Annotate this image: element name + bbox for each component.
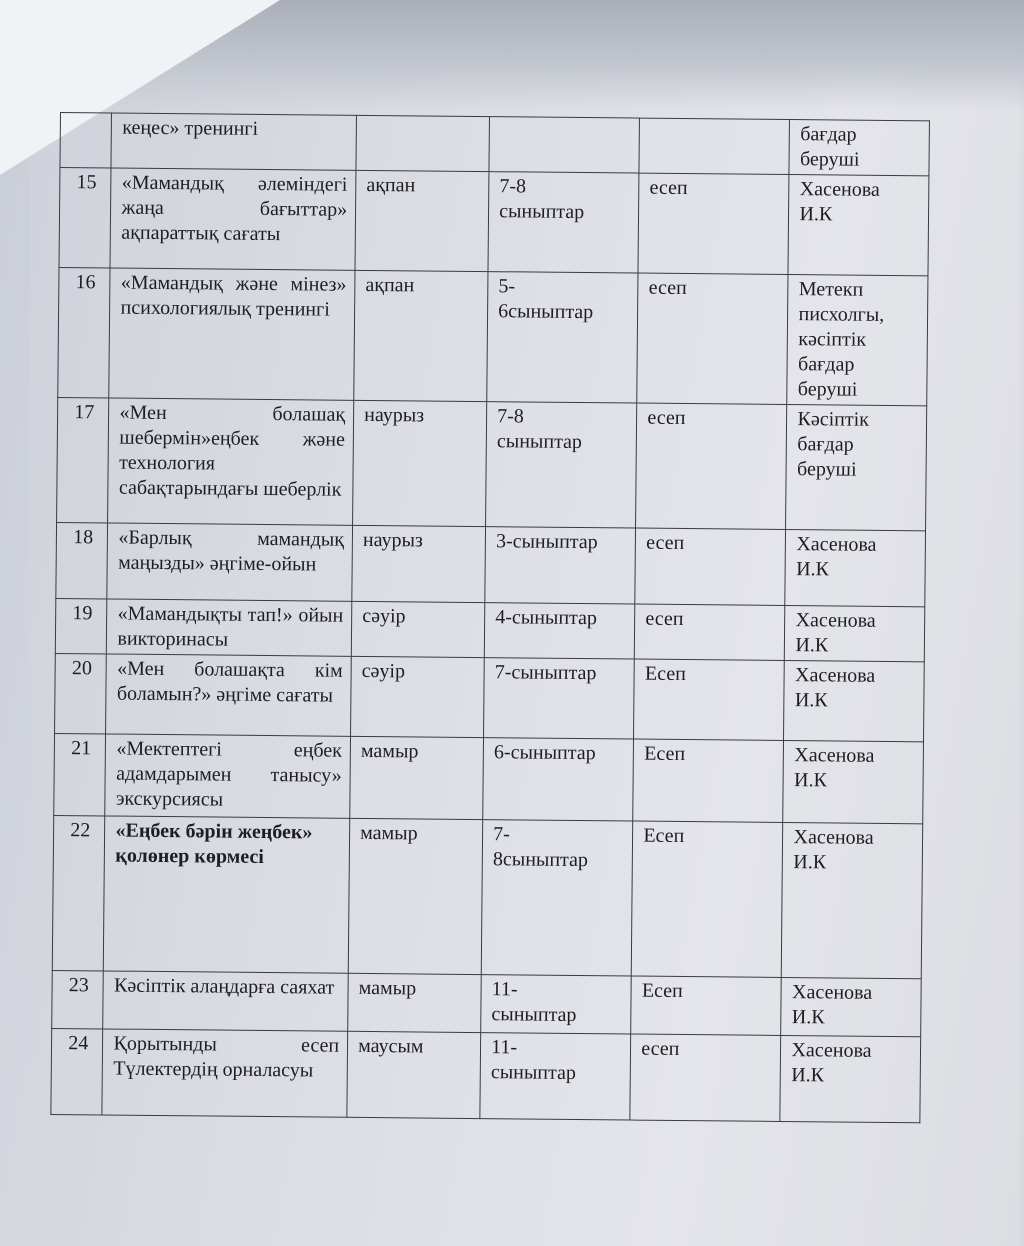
event-report-form: есеп: [638, 173, 789, 274]
event-classes: 7-8 сыныптар: [488, 172, 639, 273]
event-classes: 4-сыныптар: [484, 603, 635, 659]
table-row: [52, 970, 922, 1036]
event-report-form: Есеп: [634, 659, 785, 740]
event-title: «Мамандық және мінез» психологиялық тренингі: [109, 268, 355, 400]
event-month: мамыр: [348, 973, 482, 1032]
table-row: [55, 598, 924, 661]
event-classes: 7-сыныптар: [484, 658, 635, 739]
event-month: мамыр: [348, 818, 483, 974]
event-responsible: бағдар беруші: [789, 120, 929, 176]
event-responsible: Хасенова И.К: [784, 660, 924, 741]
event-title: Қорытынды есеп Түлектердің орналасуы: [102, 1029, 347, 1117]
row-number: 22: [52, 815, 105, 970]
event-responsible: Хасенова И.К: [783, 740, 923, 823]
event-report-form: есеп: [635, 604, 786, 660]
event-responsible: Метекп писхолгы, кәсіптік бағдар беруші: [787, 275, 928, 406]
event-classes: 7- 8сыныптар: [481, 820, 633, 976]
event-report-form: есеп: [635, 528, 786, 605]
event-month: маусым: [347, 1031, 481, 1118]
event-classes: 3-сыныптар: [485, 527, 636, 604]
event-report-form: есеп: [630, 1034, 781, 1121]
event-title: «Мен болашақта кім боламын?» әңгіме сағаты: [106, 654, 351, 736]
table-row: [56, 522, 926, 606]
event-classes: 7-8 сыныптар: [486, 402, 637, 528]
row-number: 21: [54, 733, 106, 815]
event-month: наурыз: [353, 400, 487, 526]
event-responsible: Хасенова И.К: [788, 175, 928, 276]
table-row: [57, 397, 927, 530]
event-classes: 5- 6сыныптар: [487, 272, 638, 403]
event-responsible: Хасенова И.К: [781, 977, 921, 1036]
event-title: Кәсіптік алаңдарға саяхат: [103, 971, 348, 1031]
event-classes: [489, 117, 640, 173]
event-classes: 11- сыныптар: [481, 975, 632, 1034]
row-number: 24: [51, 1028, 103, 1114]
table-row: [55, 653, 925, 741]
event-month: [356, 115, 490, 171]
event-responsible: Хасенова И.К: [780, 1035, 920, 1122]
row-number: 17: [57, 397, 110, 522]
event-title: «Барлық мамандық маңызды» әңгіме-ойын: [107, 523, 352, 601]
table-row: [52, 815, 922, 978]
event-title: «Мен болашақ шебермін»еңбек және технология сабақтарындағы шеберлік: [108, 398, 354, 525]
event-classes: 6-сыныптар: [483, 738, 634, 821]
event-report-form: Есеп: [633, 739, 784, 822]
event-responsible: Хасенова И.К: [782, 822, 923, 978]
row-number: 19: [55, 598, 107, 653]
table-row: [54, 733, 924, 823]
event-classes: 11- сыныптар: [480, 1033, 631, 1120]
career-guidance-plan-table: [50, 112, 930, 1123]
event-month: мамыр: [350, 736, 484, 819]
event-report-form: [639, 118, 790, 174]
event-report-form: есеп: [636, 403, 787, 529]
event-title: «Еңбек бәрін жеңбек» қолөнер көрмесі: [104, 816, 350, 973]
event-month: сәуір: [351, 601, 485, 657]
event-month: ақпан: [355, 170, 489, 271]
row-number: 15: [59, 168, 111, 268]
event-title: «Мамандық әлеміндегі жаңа бағыттар» ақпараттық сағаты: [110, 168, 356, 270]
event-title: «Мамандықты тап!» ойын викторинасы: [107, 599, 352, 656]
row-number: 16: [58, 267, 111, 397]
row-number: [60, 113, 112, 168]
event-responsible: Хасенова И.К: [785, 605, 925, 661]
event-month: сәуір: [351, 656, 485, 737]
event-month: наурыз: [352, 525, 486, 602]
event-responsible: Кәсіптік бағдар беруші: [786, 404, 927, 530]
row-number: 20: [55, 653, 107, 733]
row-number: 18: [56, 522, 108, 598]
table-row: [60, 113, 929, 176]
event-responsible: Хасенова И.К: [785, 529, 925, 606]
row-number: 23: [52, 970, 104, 1028]
event-month: ақпан: [354, 270, 488, 401]
event-title: кеңес» тренингі: [111, 113, 356, 170]
table-row: [59, 168, 929, 276]
event-title: «Мектептегі еңбек адамдарымен танысу» экскурсиясы: [105, 734, 350, 818]
event-report-form: Есеп: [631, 976, 782, 1035]
table-row: [58, 267, 928, 405]
event-report-form: Есеп: [632, 821, 784, 977]
table-row: [51, 1028, 921, 1122]
event-report-form: есеп: [637, 273, 788, 404]
